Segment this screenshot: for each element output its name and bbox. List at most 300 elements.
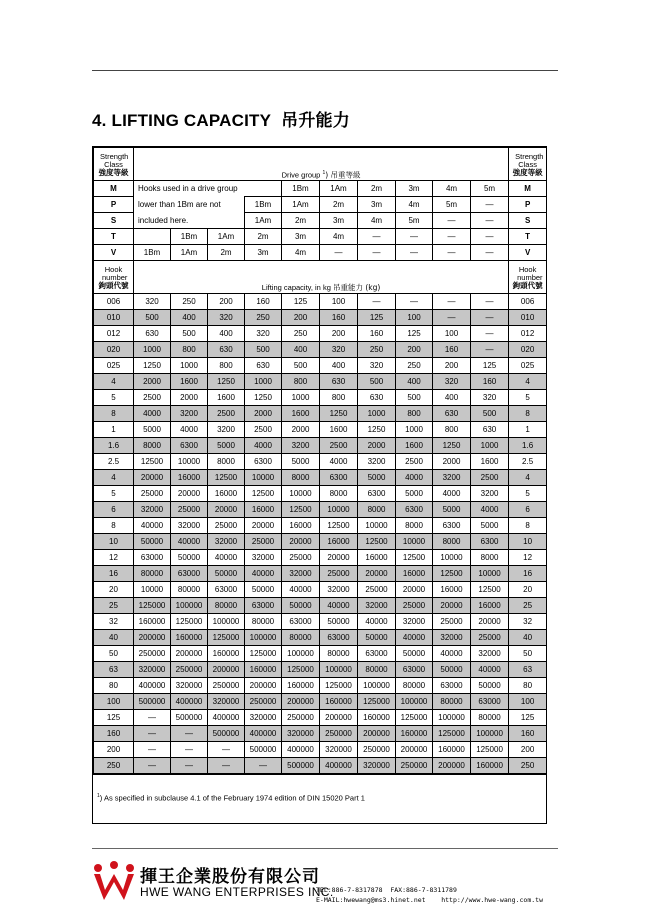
capacity-cell: 200000 — [358, 726, 396, 742]
capacity-cell: 500 — [282, 358, 320, 374]
section-title: 4. LIFTING CAPACITY — [92, 111, 272, 130]
capacity-cell: 63000 — [471, 694, 509, 710]
capacity-cell: 6300 — [171, 438, 208, 454]
capacity-cell: 16000 — [245, 502, 282, 518]
hook-number-cell-right: 100 — [509, 694, 547, 710]
hook-number-cell: 8 — [94, 518, 134, 534]
capacity-cell: 2000 — [282, 422, 320, 438]
capacity-cell: 500000 — [282, 758, 320, 774]
capacity-cell: 20000 — [134, 470, 171, 486]
capacity-cell: 5000 — [433, 502, 471, 518]
capacity-cell: 3200 — [471, 486, 509, 502]
capacity-cell: 200000 — [208, 662, 245, 678]
capacity-cell: 500 — [245, 342, 282, 358]
capacity-cell: 6300 — [245, 454, 282, 470]
capacity-cell: — — [134, 758, 171, 774]
capacity-cell: 8000 — [358, 502, 396, 518]
table-row — [94, 374, 547, 390]
hook-number-cell: 8 — [94, 406, 134, 422]
capacity-cell: 160000 — [171, 630, 208, 646]
capacity-cell: 250000 — [134, 646, 171, 662]
capacity-cell: 63000 — [245, 598, 282, 614]
hook-number-cell-right: 5 — [509, 390, 547, 406]
drive-group-cell: 1Am — [282, 197, 320, 213]
capacity-cell: 10000 — [245, 470, 282, 486]
drive-group-cell: 4m — [358, 213, 396, 229]
capacity-cell: 63000 — [208, 582, 245, 598]
capacity-cell: 63000 — [171, 566, 208, 582]
capacity-cell: 320 — [471, 390, 509, 406]
capacity-cell: 160000 — [433, 742, 471, 758]
capacity-cell: 400000 — [245, 726, 282, 742]
drive-group-cell: 3m — [282, 229, 320, 245]
capacity-cell: 50000 — [471, 678, 509, 694]
capacity-cell: 50000 — [396, 646, 433, 662]
capacity-cell: — — [358, 294, 396, 310]
capacity-cell: 100000 — [171, 598, 208, 614]
capacity-cell: — — [433, 310, 471, 326]
capacity-cell: 400000 — [282, 742, 320, 758]
capacity-cell: — — [208, 742, 245, 758]
capacity-cell: 1250 — [245, 390, 282, 406]
strength-class-letter: P — [94, 197, 134, 213]
capacity-cell: 400000 — [320, 758, 358, 774]
capacity-cell: 80000 — [396, 678, 433, 694]
capacity-cell: 200000 — [320, 710, 358, 726]
drive-group-cell: — — [471, 197, 509, 213]
strength-class-letter-right: P — [509, 197, 547, 213]
strength-class-letter-right: S — [509, 213, 547, 229]
hook-number-cell-right: 20 — [509, 582, 547, 598]
capacity-cell: 12500 — [320, 518, 358, 534]
strength-class-letter-right: M — [509, 181, 547, 197]
capacity-cell: 2000 — [358, 438, 396, 454]
capacity-cell: 1000 — [134, 342, 171, 358]
capacity-cell: 800 — [208, 358, 245, 374]
hook-number-cell: 2.5 — [94, 454, 134, 470]
hook-number-cell-right: 4 — [509, 374, 547, 390]
drive-group-cell: — — [433, 245, 471, 261]
logo-dot-right — [126, 864, 134, 872]
capacity-cell: 250000 — [358, 742, 396, 758]
hook-number-cell-right: 8 — [509, 518, 547, 534]
capacity-cell: 160000 — [396, 726, 433, 742]
hook-number-cell-right: 1.6 — [509, 438, 547, 454]
capacity-cell: 3200 — [282, 438, 320, 454]
hook-number-cell-right: 25 — [509, 598, 547, 614]
capacity-cell: 160000 — [471, 758, 509, 774]
capacity-cell: — — [134, 710, 171, 726]
lifting-capacity-table — [92, 146, 547, 824]
hooks-description: lower than 1Bm are not — [134, 197, 245, 213]
hook-number-cell: 100 — [94, 694, 134, 710]
fax: FAX:886-7-8311789 — [390, 886, 457, 894]
capacity-cell: 100000 — [433, 710, 471, 726]
table-row — [94, 758, 547, 774]
capacity-cell: 630 — [471, 422, 509, 438]
capacity-cell: 100 — [320, 294, 358, 310]
hook-number-cell: 006 — [94, 294, 134, 310]
capacity-cell: 50000 — [282, 598, 320, 614]
strength-class-label: Strength Class — [100, 152, 129, 169]
hooks-description: Hooks used in a drive group — [134, 181, 282, 197]
drive-group-zh: ) 吊重等級 — [325, 170, 361, 179]
hook-number-cell-right: 160 — [509, 726, 547, 742]
capacity-cell: 20000 — [282, 534, 320, 550]
capacity-cell: 20000 — [396, 582, 433, 598]
capacity-cell: 160000 — [134, 614, 171, 630]
table-row — [94, 310, 547, 326]
hook-number-cell-right: 12 — [509, 550, 547, 566]
capacity-cell: 63000 — [433, 678, 471, 694]
capacity-cell: 10000 — [433, 550, 471, 566]
capacity-cell: 320000 — [134, 662, 171, 678]
capacity-cell: 500000 — [245, 742, 282, 758]
capacity-cell: 32000 — [433, 630, 471, 646]
capacity-cell: 32000 — [245, 550, 282, 566]
capacity-cell: 2500 — [208, 406, 245, 422]
capacity-cell: 500 — [471, 406, 509, 422]
capacity-cell: 5000 — [282, 454, 320, 470]
capacity-cell: 400 — [282, 342, 320, 358]
capacity-cell: — — [134, 742, 171, 758]
capacity-cell: 32000 — [208, 534, 245, 550]
capacity-cell: — — [134, 726, 171, 742]
tel: TEL:886-7-8317878 — [316, 886, 383, 894]
company-name-en: HWE WANG ENTERPRISES INC. — [140, 885, 334, 899]
capacity-cell: 3200 — [171, 406, 208, 422]
drive-group-cell: 5m — [433, 197, 471, 213]
capacity-cell: 1250 — [208, 374, 245, 390]
drive-group-cell: — — [320, 245, 358, 261]
capacity-cell: 250000 — [320, 726, 358, 742]
capacity-cell: 1600 — [171, 374, 208, 390]
drive-group-cell: — — [433, 229, 471, 245]
capacity-cell: 160000 — [358, 710, 396, 726]
capacity-cell: 10000 — [171, 454, 208, 470]
capacity-cell: 250 — [358, 342, 396, 358]
capacity-cell: 63000 — [282, 614, 320, 630]
capacity-cell: 8000 — [282, 470, 320, 486]
hook-number-cell: 012 — [94, 326, 134, 342]
hook-number-header-right — [509, 261, 547, 294]
hook-number-cell-right: 4 — [509, 470, 547, 486]
capacity-cell: 4000 — [134, 406, 171, 422]
lifting-capacity-header — [134, 261, 509, 294]
capacity-cell: 32000 — [358, 598, 396, 614]
drive-group-cell: 3m — [396, 181, 433, 197]
capacity-cell: 50000 — [245, 582, 282, 598]
capacity-cell: 40000 — [320, 598, 358, 614]
drive-group-cell: 1Am — [208, 229, 245, 245]
hook-number-cell: 5 — [94, 390, 134, 406]
strength-class-header-right — [509, 148, 547, 181]
capacity-cell: 5000 — [471, 518, 509, 534]
table-row — [94, 630, 547, 646]
capacity-cell: 100000 — [208, 614, 245, 630]
capacity-cell: 500 — [171, 326, 208, 342]
capacity-cell: 32000 — [471, 646, 509, 662]
capacity-cell: 80000 — [320, 646, 358, 662]
drive-group-cell: 1Am — [171, 245, 208, 261]
capacity-cell: 200 — [320, 326, 358, 342]
drive-group-header — [134, 148, 509, 181]
email[interactable]: E-MAIL:hwewang@ms3.hinet.net — [316, 896, 426, 904]
capacity-cell: 80000 — [358, 662, 396, 678]
capacity-cell: 160 — [245, 294, 282, 310]
capacity-cell: 40000 — [471, 662, 509, 678]
hook-number-header-row — [94, 261, 547, 294]
capacity-cell: 80000 — [433, 694, 471, 710]
capacity-cell: 200000 — [134, 630, 171, 646]
capacity-cell: 80000 — [134, 566, 171, 582]
capacity-cell: 80000 — [245, 614, 282, 630]
hook-number-cell: 160 — [94, 726, 134, 742]
capacity-cell: 160 — [320, 310, 358, 326]
capacity-cell: 12500 — [358, 534, 396, 550]
capacity-cell: 6300 — [433, 518, 471, 534]
capacity-cell: 500000 — [171, 710, 208, 726]
capacity-cell: 1000 — [282, 390, 320, 406]
capacity-cell: 320 — [245, 326, 282, 342]
hook-number-label: Hook number — [102, 265, 128, 282]
capacity-cell: 2500 — [320, 438, 358, 454]
footnote-text: ) As specified in subclause 4.1 of the February 1974 edition of DIN 15020 Part 1 — [99, 793, 365, 803]
capacity-cell: — — [433, 294, 471, 310]
capacity-cell: 6300 — [358, 486, 396, 502]
capacity-cell: 20000 — [171, 486, 208, 502]
capacity-cell: 125000 — [134, 598, 171, 614]
capacity-cell: 125000 — [471, 742, 509, 758]
capacity-cell: 500 — [134, 310, 171, 326]
strength-class-letter-right: V — [509, 245, 547, 261]
section-title-zh: 吊升能力 — [281, 111, 350, 131]
lifting-capacity-zh: 吊重能力 (kg) — [332, 283, 381, 292]
capacity-cell: 250 — [396, 358, 433, 374]
capacity-cell: 1600 — [208, 390, 245, 406]
hook-number-cell-right: 80 — [509, 678, 547, 694]
table-row — [94, 294, 547, 310]
capacity-cell: 16000 — [282, 518, 320, 534]
capacity-cell: 800 — [396, 406, 433, 422]
capacity-cell: 25000 — [433, 614, 471, 630]
capacity-cell: 4000 — [245, 438, 282, 454]
hook-number-cell: 32 — [94, 614, 134, 630]
capacity-cell: 320 — [320, 342, 358, 358]
hook-number-cell-right: 63 — [509, 662, 547, 678]
capacity-cell: 5000 — [208, 438, 245, 454]
capacity-cell: 1250 — [358, 422, 396, 438]
hook-number-cell-right: 6 — [509, 502, 547, 518]
capacity-cell: 8000 — [134, 438, 171, 454]
strength-class-row — [94, 197, 547, 213]
capacity-cell: 320 — [208, 310, 245, 326]
footnote — [93, 774, 546, 823]
hook-number-zh-right: 鉤頭代號 — [512, 281, 543, 290]
capacity-cell: 2000 — [171, 390, 208, 406]
capacity-cell: 250000 — [245, 694, 282, 710]
capacity-cell: 100000 — [396, 694, 433, 710]
capacity-cell: 500000 — [134, 694, 171, 710]
capacity-cell: 2000 — [134, 374, 171, 390]
website[interactable]: http://www.hwe-wang.com.tw — [441, 896, 543, 904]
capacity-cell: 500 — [358, 374, 396, 390]
capacity-cell: — — [171, 742, 208, 758]
hook-number-cell-right: 200 — [509, 742, 547, 758]
capacity-cell: 80000 — [282, 630, 320, 646]
capacity-cell: 125000 — [171, 614, 208, 630]
strength-class-row — [94, 229, 547, 245]
drive-group-cell: — — [358, 229, 396, 245]
capacity-cell: 100000 — [320, 662, 358, 678]
capacity-cell: 2500 — [396, 454, 433, 470]
capacity-cell: 63000 — [396, 662, 433, 678]
drive-group-cell: 3m — [320, 213, 358, 229]
hook-number-cell: 80 — [94, 678, 134, 694]
capacity-cell: 125 — [282, 294, 320, 310]
capacity-cell: 160 — [471, 374, 509, 390]
capacity-cell: 630 — [433, 406, 471, 422]
capacity-cell: 80000 — [471, 710, 509, 726]
drive-group-cell: 5m — [396, 213, 433, 229]
capacity-cell: — — [171, 758, 208, 774]
table-row — [94, 710, 547, 726]
capacity-cell: 160 — [433, 342, 471, 358]
capacity-cell: 200000 — [433, 758, 471, 774]
capacity-cell: 16000 — [320, 534, 358, 550]
capacity-cell: 12500 — [208, 470, 245, 486]
capacity-cell: 50000 — [358, 630, 396, 646]
table-row — [94, 518, 547, 534]
strength-class-letter: S — [94, 213, 134, 229]
capacity-cell: 250000 — [282, 710, 320, 726]
capacity-cell: 125000 — [396, 710, 433, 726]
capacity-cell: 10000 — [320, 502, 358, 518]
capacity-cell: — — [471, 326, 509, 342]
capacity-cell: 250000 — [171, 662, 208, 678]
hook-number-cell: 125 — [94, 710, 134, 726]
hook-number-cell-right: 012 — [509, 326, 547, 342]
logo-dot-center — [110, 861, 118, 869]
capacity-cell: 400000 — [208, 710, 245, 726]
capacity-cell: 32000 — [396, 614, 433, 630]
hook-number-cell-right: 32 — [509, 614, 547, 630]
hook-number-cell: 16 — [94, 566, 134, 582]
capacity-cell: 200 — [282, 310, 320, 326]
hook-number-cell-right: 1 — [509, 422, 547, 438]
capacity-cell: 160000 — [245, 662, 282, 678]
capacity-cell: 25000 — [471, 630, 509, 646]
drive-group-cell: 4m — [433, 181, 471, 197]
hook-number-cell-right: 125 — [509, 710, 547, 726]
hook-number-cell: 6 — [94, 502, 134, 518]
capacity-cell: 40000 — [396, 630, 433, 646]
capacity-cell: 16000 — [433, 582, 471, 598]
hook-number-cell: 200 — [94, 742, 134, 758]
drive-group-cell: 1Bm — [282, 181, 320, 197]
drive-group-cell — [134, 229, 171, 245]
strength-class-letter: V — [94, 245, 134, 261]
hook-number-cell: 12 — [94, 550, 134, 566]
capacity-cell: 40000 — [282, 582, 320, 598]
capacity-cell: 200 — [433, 358, 471, 374]
drive-group-cell: — — [471, 213, 509, 229]
capacity-cell: 500 — [396, 390, 433, 406]
drive-group-cell: 2m — [208, 245, 245, 261]
capacity-cell: 25000 — [358, 582, 396, 598]
capacity-cell: 160000 — [208, 646, 245, 662]
capacity-cell: 3200 — [358, 454, 396, 470]
hook-number-cell-right: 006 — [509, 294, 547, 310]
capacity-cell: 320000 — [282, 726, 320, 742]
table-row — [94, 566, 547, 582]
capacity-cell: 1000 — [471, 438, 509, 454]
drive-group-cell: 1Am — [320, 181, 358, 197]
drive-group-cell: 1Bm — [171, 229, 208, 245]
table-row — [94, 694, 547, 710]
capacity-cell: 12500 — [245, 486, 282, 502]
capacity-cell: 50000 — [208, 566, 245, 582]
hook-number-cell-right: 10 — [509, 534, 547, 550]
capacity-cell: 800 — [433, 422, 471, 438]
capacity-cell: 12500 — [134, 454, 171, 470]
capacity-cell: 4000 — [396, 470, 433, 486]
capacity-cell: 320000 — [245, 710, 282, 726]
capacity-cell: 63000 — [358, 646, 396, 662]
capacity-cell: 1000 — [171, 358, 208, 374]
capacity-cell: 20000 — [433, 598, 471, 614]
capacity-cell: 25000 — [134, 486, 171, 502]
hook-number-cell: 20 — [94, 582, 134, 598]
capacity-cell: 5000 — [358, 470, 396, 486]
drive-group-cell: 4m — [396, 197, 433, 213]
capacity-cell: 125000 — [320, 678, 358, 694]
capacity-cell: 12500 — [396, 550, 433, 566]
capacity-cell: 6300 — [320, 470, 358, 486]
capacity-cell: 200000 — [396, 742, 433, 758]
capacity-cell: 4000 — [171, 422, 208, 438]
capacity-cell: 100000 — [282, 646, 320, 662]
capacity-cell: 125 — [358, 310, 396, 326]
capacity-cell: 25000 — [282, 550, 320, 566]
capacity-cell: 630 — [134, 326, 171, 342]
capacity-cell: 160000 — [282, 678, 320, 694]
capacity-cell: 8000 — [396, 518, 433, 534]
drive-group-cell: — — [358, 245, 396, 261]
capacity-cell: 40000 — [208, 550, 245, 566]
capacity-cell: 2000 — [433, 454, 471, 470]
capacity-cell: 200 — [208, 294, 245, 310]
capacity-cell: 25000 — [320, 566, 358, 582]
contact-web — [316, 896, 543, 904]
capacity-cell: 5000 — [396, 486, 433, 502]
table-row — [94, 662, 547, 678]
logo-w-shape — [94, 874, 134, 900]
capacity-cell: 32000 — [171, 518, 208, 534]
company-logo-icon — [92, 860, 136, 904]
capacity-cell: 125000 — [282, 662, 320, 678]
capacity-cell: 1600 — [282, 406, 320, 422]
table-row — [94, 390, 547, 406]
capacity-cell: 630 — [245, 358, 282, 374]
capacity-cell: 25000 — [171, 502, 208, 518]
footnote-sup: 1 — [97, 793, 100, 799]
hook-number-cell: 1.6 — [94, 438, 134, 454]
drive-group-cell: 2m — [320, 197, 358, 213]
capacity-cell: 2500 — [471, 470, 509, 486]
capacity-cell: 320 — [358, 358, 396, 374]
table-row — [94, 646, 547, 662]
